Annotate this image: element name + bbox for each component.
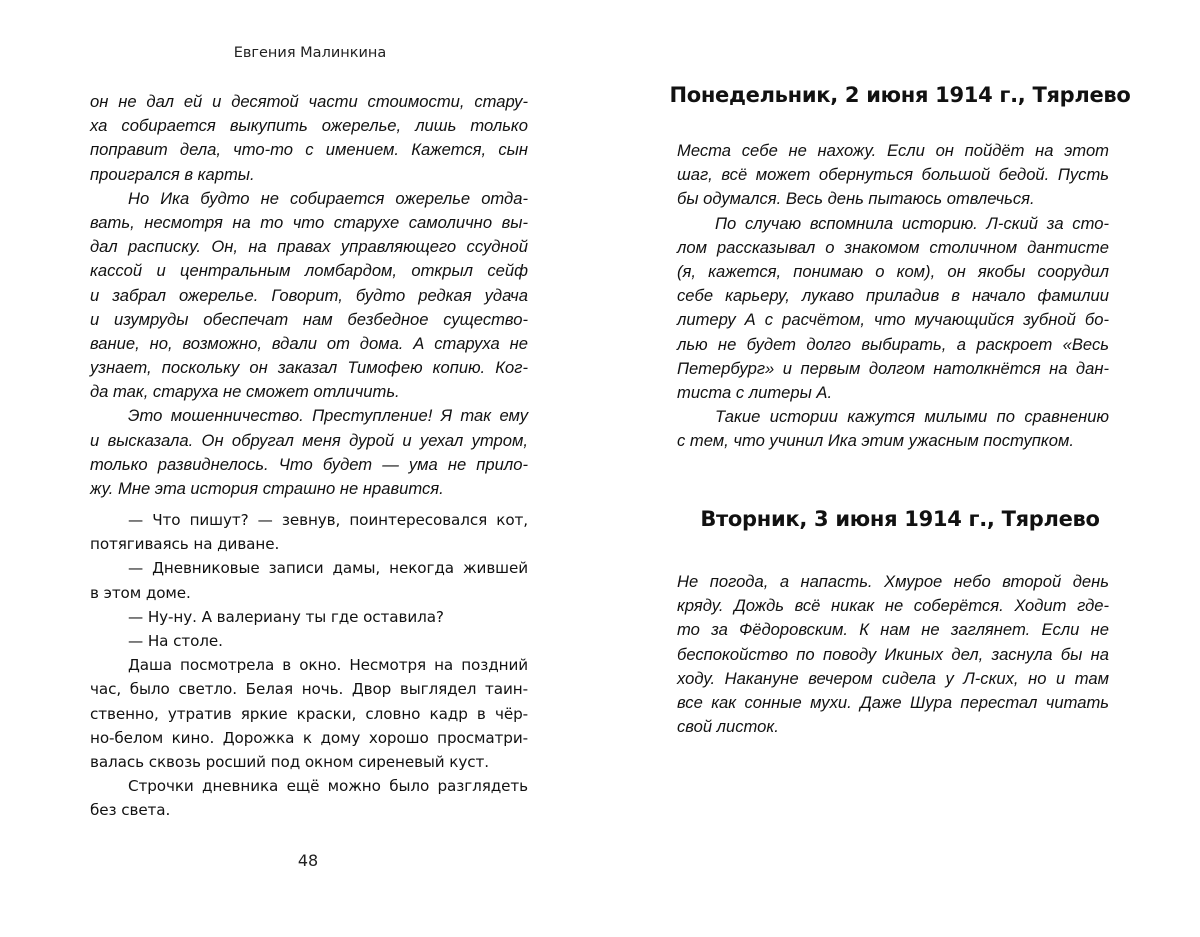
text-line: он не дал ей и десятой части стоимости, стару-	[90, 92, 528, 111]
text-line: — На столе.	[128, 631, 223, 650]
text-line: — Что пишут? — зевнув, поинтересовался кот,	[128, 511, 528, 529]
text-line: потягиваясь на диване.	[90, 535, 280, 554]
text-line: лом рассказывал о знакомом столичном дантисте	[677, 237, 1109, 257]
text-line: час, было светло. Белая ночь. Двор выглядел таин-	[90, 680, 528, 699]
text-line: проигрался в карты.	[90, 164, 255, 184]
text-line: свой листок.	[677, 717, 779, 737]
text-line: себе карьеру, лукаво приладив в начало фамилии	[677, 286, 1109, 306]
text-line: Даша посмотрела в окно. Несмотря на поздний	[128, 656, 528, 675]
text-line: но-белом кино. Дорожка к дому хорошо просматри-	[90, 728, 528, 747]
text-line: лью не будет долго выбирать, а раскроет «Весь	[677, 334, 1109, 354]
text-line: ственно, утратив яркие краски, словно кадр в чёр-	[90, 704, 528, 723]
text-line: да так, старуха не сможет отличить.	[90, 382, 400, 402]
diary-entry-monday-text	[677, 139, 1109, 453]
text-line: кряду. Дождь всё никак не соберётся. Ходит где-	[677, 596, 1109, 616]
text-line: литеру А с расчётом, что мучающийся зубной бо-	[677, 310, 1109, 330]
text-line: без света.	[90, 801, 171, 820]
text-line: то за Фёдоровским. К нам не заглянет. Если не	[677, 620, 1109, 640]
text-line: Петербург» и первым долгом натолкнётся на дан-	[677, 358, 1109, 378]
text-line: узнает, поскольку он заказал Тимофею копию. Ког-	[90, 358, 528, 378]
text-line: вание, но, возможно, вдали от дома. А старуха не	[90, 333, 528, 353]
text-line: поправит дела, что-то с имением. Кажется, сын	[90, 140, 528, 160]
running-head-author: Евгения Малинкина	[233, 45, 387, 61]
text-line: все как сонные мухи. Даже Шура перестал читать	[677, 692, 1109, 712]
diary-excerpt	[90, 90, 528, 501]
text-line: жу. Мне эта история страшно не нравится.	[90, 479, 444, 498]
text-line: в этом доме.	[90, 583, 191, 602]
text-line: — Ну-ну. А валериану ты где оставила?	[128, 607, 444, 626]
text-line: (я, кажется, понимаю о ком), он якобы соорудил	[677, 261, 1109, 281]
text-line: беспокойство по поводу Икиных дел, заснула бы на	[677, 644, 1109, 664]
text-line: и высказала. Он обругал меня дурой и уехал утром,	[90, 430, 528, 450]
text-line: ходу. Накануне вечером сидела у Л-ских, но и там	[677, 668, 1109, 688]
narrative-text	[90, 508, 528, 822]
right-page	[600, 0, 1200, 937]
text-line: Места себе не нахожу. Если он пойдёт на этот	[677, 141, 1109, 160]
text-line: только развиднелось. Что будет — ума не прило-	[90, 454, 528, 474]
text-line: бы одумался. Весь день пытаюсь отвлечься.	[677, 189, 1035, 209]
text-line: тиста с литеры А.	[677, 382, 833, 402]
text-line: — Дневниковые записи дамы, некогда жившей	[128, 559, 528, 578]
text-line: Не погода, а напасть. Хмурое небо второй день	[677, 572, 1109, 591]
text-line: дал расписку. Он, на правах управляющего ссудной	[90, 237, 528, 257]
text-line: и изумруды обеспечат нам безбедное существо-	[90, 309, 528, 329]
text-line: шаг, всё может обернуться большой бедой. Пусть	[677, 165, 1109, 185]
text-line: с тем, что учинил Ика этим ужасным поступком.	[677, 431, 1074, 451]
page-number: 48	[297, 851, 319, 870]
text-line: Это мошенничество. Преступление! Я так ему	[128, 406, 528, 426]
text-line: Такие истории кажутся милыми по сравнению	[715, 407, 1109, 427]
text-line: и забрал ожерелье. Говорит, будто редкая удача	[90, 285, 528, 305]
diary-entry-tuesday-text	[677, 570, 1109, 739]
text-line: Но Ика будто не собирается ожерелье отда-	[128, 188, 528, 208]
text-line: Строчки дневника ещё можно было разглядеть	[128, 777, 528, 796]
diary-entry-heading-monday: Понедельник, 2 июня 1914 г., Тярлево	[669, 83, 1131, 107]
text-line: валась сквозь росший под окном сиреневый куст.	[90, 752, 489, 771]
text-line: кассой и центральным ломбардом, открыл сейф	[90, 261, 528, 281]
text-line: ха собирается выкупить ожерелье, лишь только	[90, 116, 528, 136]
diary-entry-heading-tuesday: Вторник, 3 июня 1914 г., Тярлево	[700, 507, 1100, 531]
text-line: По случаю вспомнила историю. Л-ский за сто-	[715, 213, 1109, 233]
text-line: вать, несмотря на то что старухе самолично вы-	[90, 212, 528, 232]
